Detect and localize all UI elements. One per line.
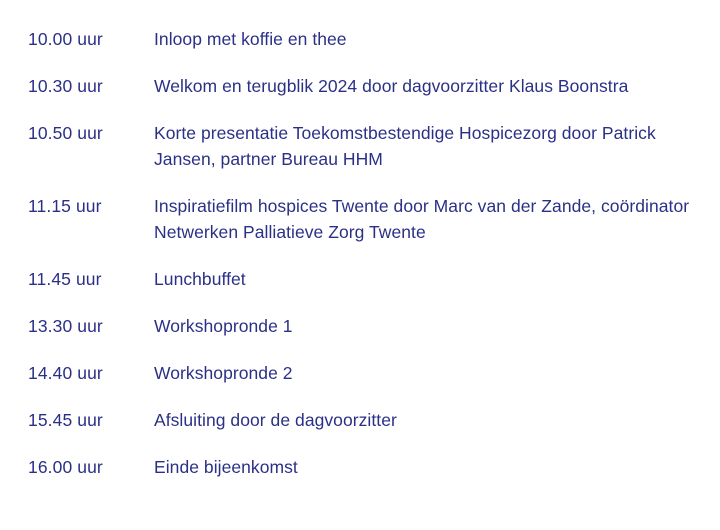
schedule-description: Welkom en terugblik 2024 door dagvoorzitter Klaus Boonstra (154, 76, 629, 96)
schedule-row (28, 266, 700, 292)
schedule-time: 14.40 uur (28, 363, 103, 383)
schedule-description: Inloop met koffie en thee (154, 29, 347, 49)
schedule-row (28, 26, 700, 52)
schedule-row (28, 407, 700, 433)
schedule-time: 11.15 uur (28, 196, 102, 216)
schedule-time: 10.50 uur (28, 123, 103, 143)
schedule-row (28, 360, 700, 386)
schedule-description: Lunchbuffet (154, 269, 246, 289)
schedule-time: 13.30 uur (28, 316, 103, 336)
schedule-description: Workshopronde 2 (154, 363, 293, 383)
schedule-time: 10.00 uur (28, 29, 103, 49)
schedule-time: 15.45 uur (28, 410, 103, 430)
schedule-time: 16.00 uur (28, 457, 103, 477)
schedule-description: Inspiratiefilm hospices Twente door Marc van der Zande, coördinator Netwerken Palliatieve Zorg Twente (154, 196, 690, 242)
schedule-description: Afsluiting door de dagvoorzitter (154, 410, 397, 430)
schedule-time: 11.45 uur (28, 269, 102, 289)
schedule-row (28, 193, 700, 245)
schedule-row (28, 120, 700, 172)
schedule-row (28, 454, 700, 480)
schedule-description: Korte presentatie Toekomstbestendige Hospicezorg door Patrick Jansen, partner Bureau HHM (154, 123, 656, 169)
schedule-row (28, 73, 700, 99)
schedule-row (28, 313, 700, 339)
schedule-time: 10.30 uur (28, 76, 103, 96)
schedule-description: Workshopronde 1 (154, 316, 293, 336)
schedule-description: Einde bijeenkomst (154, 457, 298, 477)
